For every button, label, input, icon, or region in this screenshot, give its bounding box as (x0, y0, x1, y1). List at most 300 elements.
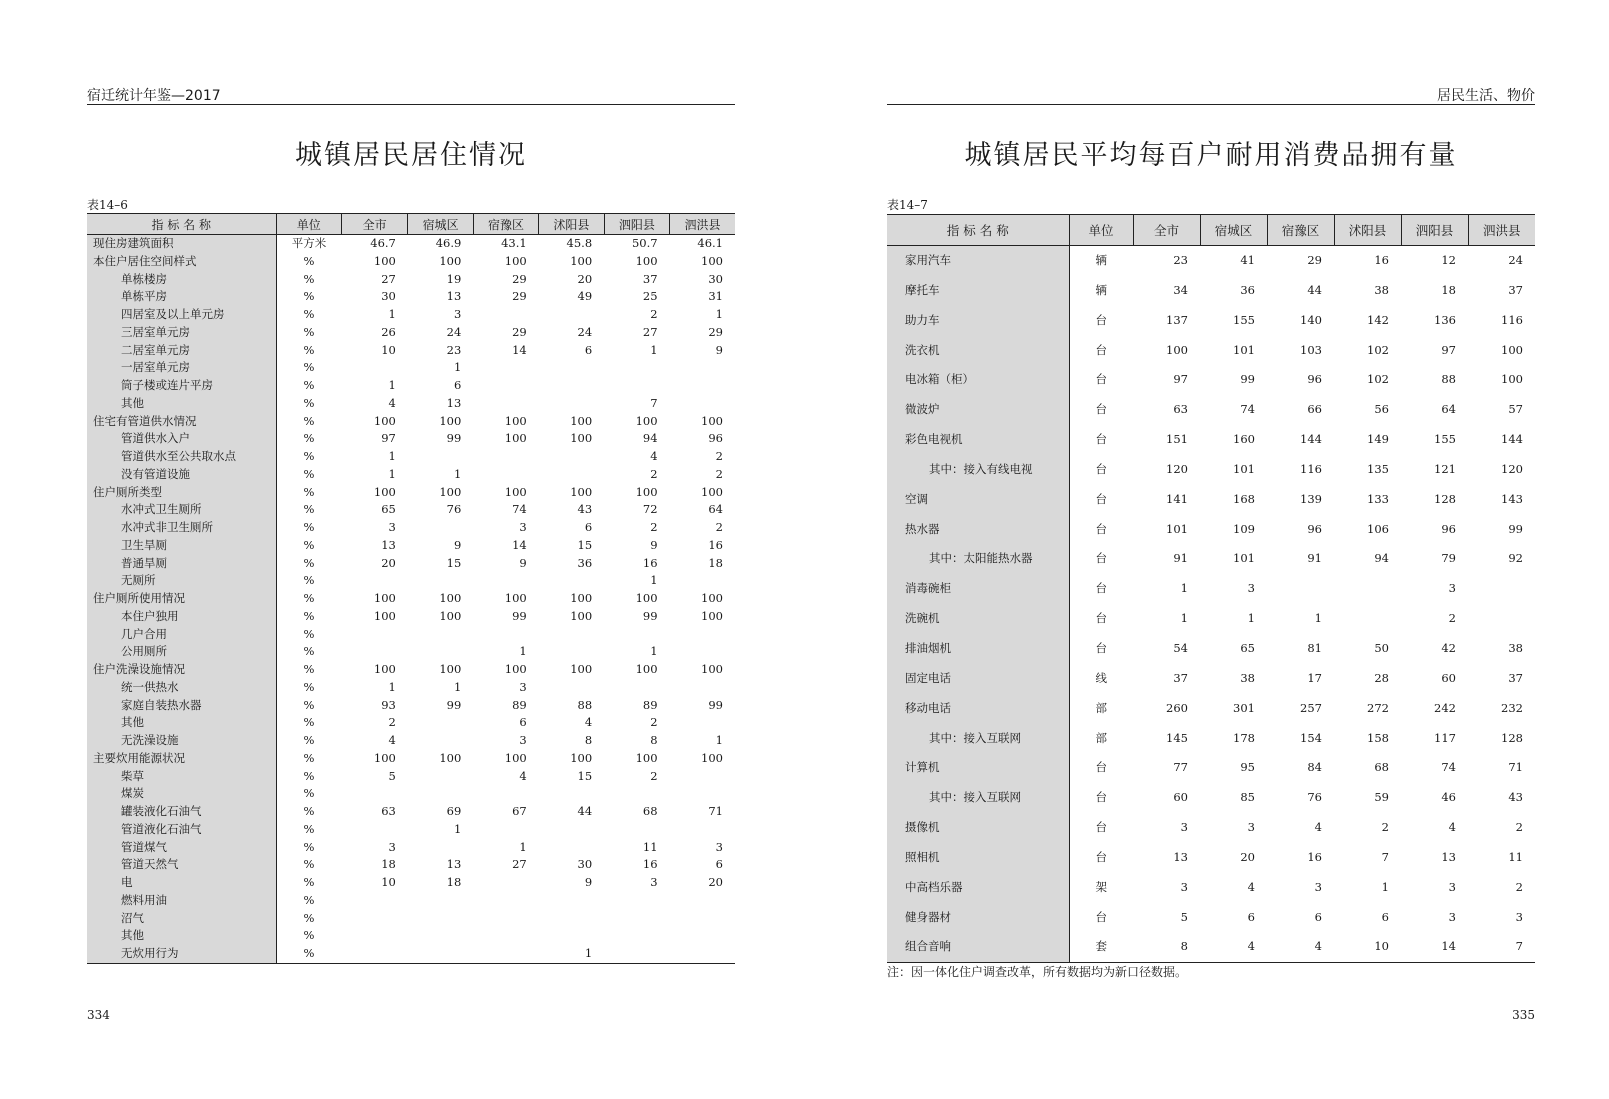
value-cell: 24 (446, 324, 462, 339)
value-cell (670, 927, 735, 945)
value-cell: 6 (519, 715, 527, 730)
value-cell: 1 (388, 378, 396, 392)
unit-cell: % (303, 395, 315, 410)
value-cell: 19 (446, 271, 462, 286)
value-cell: 137 (1166, 312, 1188, 327)
row-label: 摄像机 (887, 813, 1069, 843)
column-header-indicator: 指 标 名 称 (87, 214, 276, 235)
row-label: 单栋平房 (87, 288, 276, 306)
value-cell: 20 (708, 875, 723, 889)
unit-cell: 台 (1095, 790, 1107, 805)
table-row (887, 515, 1535, 545)
value-cell: 15 (577, 768, 593, 783)
value-cell: 117 (1434, 730, 1456, 745)
unit-cell: % (303, 573, 315, 588)
row-label: 现住房建筑面积 (87, 235, 276, 253)
table-row (87, 661, 735, 679)
row-label: 其中：接入互联网 (887, 724, 1069, 754)
value-cell: 28 (1374, 670, 1389, 685)
column-header-region: 泗阳县 (1401, 215, 1468, 246)
durable-goods-table (887, 214, 1535, 963)
value-cell: 3 (519, 733, 527, 747)
value-cell: 1 (650, 342, 658, 357)
value-cell: 29 (512, 271, 527, 286)
unit-cell: % (276, 945, 341, 963)
row-label: 摩托车 (887, 276, 1069, 306)
column-header-region: 沭阳县 (539, 214, 604, 235)
value-cell: 3 (519, 520, 527, 534)
value-cell: 3 (715, 839, 723, 854)
value-cell: 155 (1233, 312, 1255, 327)
value-cell: 2 (650, 768, 658, 783)
row-label: 无炊用行为 (87, 945, 276, 963)
value-cell (1334, 604, 1401, 634)
value-cell: 2 (1515, 820, 1523, 835)
value-cell: 100 (635, 662, 658, 676)
table-row (887, 753, 1535, 783)
row-label: 管道天然气 (87, 856, 276, 874)
table-row (887, 843, 1535, 873)
value-cell (473, 626, 538, 644)
value-cell: 11 (1508, 849, 1523, 864)
unit-cell: 台 (1095, 551, 1107, 566)
row-label: 筒子楼或连片平房 (87, 377, 276, 395)
value-cell: 4 (1247, 879, 1255, 894)
value-cell (539, 377, 604, 395)
table-row (887, 544, 1535, 574)
value-cell: 68 (642, 804, 658, 818)
value-cell: 1 (1180, 611, 1188, 626)
table-number: 表14–6 (87, 198, 128, 212)
column-header-unit: 单位 (276, 214, 341, 235)
value-cell: 1 (715, 307, 723, 321)
value-cell (670, 643, 735, 661)
value-cell: 100 (373, 662, 396, 676)
row-label: 没有管道设施 (87, 466, 276, 484)
unit-cell: % (303, 591, 315, 605)
value-cell: 15 (446, 555, 462, 570)
table-row (87, 892, 735, 910)
value-cell: 100 (1501, 372, 1523, 387)
row-label: 消毒碗柜 (887, 574, 1069, 604)
value-cell: 88 (577, 697, 593, 712)
value-cell: 71 (708, 804, 723, 818)
value-cell: 1 (539, 945, 604, 963)
value-cell: 4 (519, 768, 527, 783)
table-row (887, 365, 1535, 395)
value-cell: 121 (1434, 461, 1456, 476)
value-cell: 29 (512, 324, 527, 339)
unit-cell: % (303, 608, 315, 623)
unit-cell: % (303, 502, 315, 517)
value-cell: 99 (708, 697, 723, 712)
value-cell: 96 (1307, 372, 1322, 387)
table-row (87, 466, 735, 484)
value-cell: 29 (708, 324, 723, 339)
value-cell: 25 (642, 289, 658, 304)
value-cell: 100 (1501, 342, 1523, 357)
unit-cell: 台 (1095, 909, 1107, 924)
row-label: 无厕所 (87, 572, 276, 590)
value-cell: 102 (1367, 342, 1389, 357)
value-cell: 24 (1508, 253, 1523, 267)
row-label: 其中：太阳能热水器 (887, 544, 1069, 574)
value-cell (408, 643, 473, 661)
value-cell: 45.8 (566, 236, 593, 250)
table-row (87, 484, 735, 502)
row-label: 普通旱厕 (87, 555, 276, 573)
value-cell: 12 (1441, 253, 1456, 267)
row-label: 固定电话 (887, 664, 1069, 694)
unit-cell: % (303, 644, 315, 659)
column-header-region: 宿城区 (1200, 215, 1267, 246)
value-cell: 13 (446, 289, 462, 304)
value-cell: 3 (1180, 879, 1188, 894)
value-cell: 100 (504, 431, 527, 446)
row-label: 计算机 (887, 753, 1069, 783)
value-cell: 37 (1508, 282, 1523, 297)
value-cell: 10 (381, 875, 396, 889)
value-cell (473, 359, 538, 377)
value-cell: 100 (504, 591, 527, 605)
value-cell (408, 945, 473, 963)
value-cell: 46.9 (435, 236, 462, 250)
value-cell: 27 (512, 857, 527, 872)
table-row (887, 336, 1535, 366)
value-cell: 100 (570, 591, 593, 605)
unit-cell: 架 (1095, 879, 1107, 894)
value-cell: 142 (1367, 312, 1389, 327)
value-cell (539, 927, 604, 945)
row-label: 一居室单元房 (87, 359, 276, 377)
value-cell: 13 (381, 537, 396, 552)
unit-cell: % (303, 537, 315, 552)
value-cell: 103 (1300, 342, 1322, 357)
value-cell: 101 (1233, 551, 1255, 566)
unit-cell: 台 (1095, 611, 1107, 626)
value-cell (473, 306, 538, 324)
row-label: 其他 (87, 927, 276, 945)
value-cell (539, 306, 604, 324)
value-cell: 44 (577, 804, 593, 818)
value-cell: 16 (642, 555, 658, 570)
value-cell: 100 (570, 413, 593, 428)
table-row (887, 932, 1535, 962)
value-cell: 100 (701, 750, 723, 765)
row-label: 二居室单元房 (87, 342, 276, 360)
value-cell: 68 (1374, 760, 1389, 775)
right-page (887, 0, 1535, 1099)
value-cell: 37 (642, 271, 658, 286)
unit-cell: % (303, 484, 315, 499)
value-cell: 37 (1173, 670, 1188, 685)
value-cell: 64 (1441, 402, 1456, 417)
row-label: 本住户独用 (87, 608, 276, 626)
unit-cell: % (303, 662, 315, 676)
table-row (87, 608, 735, 626)
value-cell: 141 (1166, 491, 1188, 506)
value-cell (341, 785, 407, 803)
row-label: 住户厕所使用情况 (87, 590, 276, 608)
row-label: 健身器材 (887, 903, 1069, 933)
value-cell: 50.7 (631, 236, 658, 250)
value-cell: 9 (715, 342, 723, 357)
row-label: 单栋楼房 (87, 271, 276, 289)
value-cell (670, 714, 735, 732)
value-cell (604, 377, 669, 395)
unit-cell: % (303, 253, 315, 268)
value-cell: 13 (446, 395, 462, 410)
value-cell: 3 (388, 839, 396, 854)
value-cell: 3 (650, 875, 658, 889)
table-row (87, 874, 735, 892)
value-cell: 65 (1240, 640, 1255, 655)
value-cell: 29 (512, 289, 527, 304)
value-cell: 100 (570, 431, 593, 446)
value-cell: 272 (1367, 700, 1389, 715)
value-cell: 100 (439, 608, 462, 623)
table-row (87, 697, 735, 715)
value-cell: 13 (1441, 849, 1456, 864)
value-cell: 27 (381, 271, 396, 286)
value-cell (670, 892, 735, 910)
value-cell (473, 377, 538, 395)
value-cell: 120 (1166, 461, 1188, 476)
value-cell: 13 (446, 857, 462, 872)
value-cell: 100 (373, 750, 396, 765)
unit-cell: % (303, 307, 315, 321)
column-header-region: 全市 (1133, 215, 1200, 246)
value-cell: 101 (1233, 342, 1255, 357)
value-cell: 3 (1247, 581, 1255, 596)
value-cell: 60 (1173, 790, 1188, 805)
value-cell: 30 (708, 271, 723, 286)
value-cell: 100 (570, 484, 593, 499)
value-cell: 1 (715, 733, 723, 747)
value-cell (670, 768, 735, 786)
value-cell: 128 (1434, 491, 1456, 506)
value-cell: 18 (708, 555, 723, 570)
row-label: 无洗澡设施 (87, 732, 276, 750)
value-cell: 20 (577, 271, 593, 286)
row-label: 热水器 (887, 515, 1069, 545)
value-cell: 100 (373, 591, 396, 605)
value-cell: 7 (650, 395, 658, 410)
running-header (87, 84, 735, 105)
value-cell: 101 (1166, 521, 1188, 536)
value-cell: 43 (1508, 790, 1523, 805)
unit-cell: 台 (1095, 461, 1107, 476)
row-label: 家用汽车 (887, 246, 1069, 276)
value-cell: 96 (708, 431, 723, 446)
value-cell: 60 (1441, 670, 1456, 685)
value-cell: 41 (1240, 253, 1255, 267)
value-cell: 151 (1166, 432, 1188, 447)
value-cell (341, 945, 407, 963)
value-cell: 154 (1300, 730, 1322, 745)
value-cell: 100 (701, 608, 723, 623)
value-cell (341, 927, 407, 945)
value-cell: 158 (1367, 730, 1389, 745)
value-cell: 3 (1515, 909, 1523, 924)
value-cell: 97 (1441, 342, 1456, 357)
value-cell: 100 (439, 253, 462, 268)
table-row (87, 537, 735, 555)
unit-cell: 套 (1069, 932, 1133, 962)
value-cell (539, 785, 604, 803)
row-label: 四居室及以上单元房 (87, 306, 276, 324)
row-label: 中高档乐器 (887, 873, 1069, 903)
value-cell: 57 (1508, 402, 1523, 417)
unit-cell: % (303, 857, 315, 872)
value-cell: 71 (1508, 760, 1523, 775)
value-cell: 77 (1173, 760, 1188, 775)
value-cell: 4 (1267, 932, 1334, 962)
table-row (887, 246, 1535, 276)
value-cell: 30 (381, 289, 396, 304)
value-cell: 100 (504, 413, 527, 428)
value-cell (473, 448, 538, 466)
value-cell: 5 (388, 768, 396, 783)
value-cell (473, 785, 538, 803)
value-cell: 17 (1307, 670, 1322, 685)
unit-cell: % (303, 271, 315, 286)
value-cell: 100 (504, 484, 527, 499)
row-label: 柴草 (87, 768, 276, 786)
column-header-region: 泗洪县 (1468, 215, 1535, 246)
unit-cell: 台 (1095, 820, 1107, 835)
value-cell (341, 821, 407, 839)
table-row (87, 342, 735, 360)
value-cell: 100 (635, 253, 658, 268)
row-label: 洗碗机 (887, 604, 1069, 634)
value-cell: 74 (512, 502, 527, 517)
table-note: 注：因一体化住户调查改革，所有数据均为新口径数据。 (887, 965, 1188, 979)
value-cell: 29 (1307, 253, 1322, 267)
value-cell: 9 (584, 875, 593, 889)
value-cell: 2 (650, 307, 658, 321)
value-cell: 59 (1374, 790, 1389, 805)
value-cell (473, 821, 538, 839)
value-cell (408, 892, 473, 910)
unit-cell: 线 (1095, 670, 1107, 685)
table-row (887, 903, 1535, 933)
value-cell: 46 (1441, 790, 1456, 805)
value-cell: 92 (1508, 551, 1523, 566)
table-row (87, 271, 735, 289)
value-cell: 88 (1441, 372, 1456, 387)
unit-cell: % (303, 289, 315, 304)
table-row (87, 714, 735, 732)
table-row (887, 276, 1535, 306)
table-header-row (87, 214, 735, 235)
value-cell: 79 (1441, 551, 1456, 566)
value-cell: 42 (1441, 640, 1456, 655)
unit-cell: % (303, 821, 315, 836)
table-row (87, 821, 735, 839)
housing-table (87, 213, 735, 964)
value-cell (408, 732, 473, 750)
column-header-region: 泗阳县 (604, 214, 669, 235)
value-cell: 36 (1240, 282, 1255, 297)
row-label: 电冰箱（柜） (887, 365, 1069, 395)
value-cell: 8 (650, 733, 658, 747)
table-row (887, 306, 1535, 336)
table-header-row (887, 215, 1535, 246)
table-row (87, 448, 735, 466)
value-cell (1267, 574, 1334, 604)
row-label: 移动电话 (887, 694, 1069, 724)
table-row (887, 395, 1535, 425)
unit-cell: % (303, 679, 315, 694)
value-cell: 1 (1314, 611, 1322, 626)
value-cell: 6 (453, 378, 462, 392)
value-cell: 100 (373, 253, 396, 268)
table-row (887, 574, 1535, 604)
value-cell: 120 (1501, 461, 1523, 476)
row-label: 住户厕所类型 (87, 484, 276, 502)
value-cell: 101 (1233, 461, 1255, 476)
value-cell (539, 821, 604, 839)
value-cell: 1 (453, 679, 462, 694)
unit-cell: % (303, 431, 315, 446)
value-cell: 116 (1501, 312, 1523, 327)
value-cell (670, 785, 735, 803)
value-cell: 44 (1307, 282, 1322, 297)
value-cell: 100 (373, 413, 396, 428)
unit-cell: 辆 (1095, 282, 1107, 297)
value-cell: 106 (1367, 521, 1389, 536)
value-cell: 15 (577, 537, 593, 552)
column-header-region: 宿城区 (408, 214, 473, 235)
value-cell: 145 (1166, 730, 1188, 745)
value-cell: 3 (1247, 820, 1255, 835)
value-cell: 85 (1240, 790, 1255, 805)
value-cell: 54 (1173, 640, 1188, 655)
value-cell: 99 (446, 431, 462, 446)
yearbook-title: 宿迁统计年鉴—2017 (87, 88, 221, 104)
value-cell: 20 (381, 555, 396, 570)
value-cell: 13 (1173, 849, 1188, 864)
value-cell: 64 (708, 502, 723, 517)
value-cell: 1 (1381, 879, 1389, 894)
row-label: 其中：接入有线电视 (887, 455, 1069, 485)
value-cell: 67 (512, 804, 527, 818)
value-cell: 143 (1501, 491, 1523, 506)
value-cell: 6 (584, 520, 593, 534)
value-cell (473, 572, 538, 590)
value-cell: 6 (1314, 909, 1322, 924)
unit-cell: 台 (1095, 640, 1107, 655)
unit-cell: 台 (1095, 491, 1107, 506)
value-cell: 149 (1367, 432, 1389, 447)
value-cell: 100 (439, 413, 462, 428)
value-cell: 100 (504, 253, 527, 268)
value-cell: 100 (1166, 342, 1188, 357)
row-label: 助力车 (887, 306, 1069, 336)
value-cell: 6 (1381, 909, 1389, 924)
column-header-indicator: 指 标 名 称 (887, 215, 1069, 246)
value-cell (670, 626, 735, 644)
unit-cell: % (303, 378, 315, 392)
column-header-region: 全市 (341, 214, 407, 235)
table-row (87, 359, 735, 377)
table-row (887, 664, 1535, 694)
value-cell: 100 (701, 591, 723, 605)
table-row (887, 724, 1535, 754)
value-cell: 95 (1240, 760, 1255, 775)
table-title: 城镇居民居住情况 (295, 140, 527, 171)
